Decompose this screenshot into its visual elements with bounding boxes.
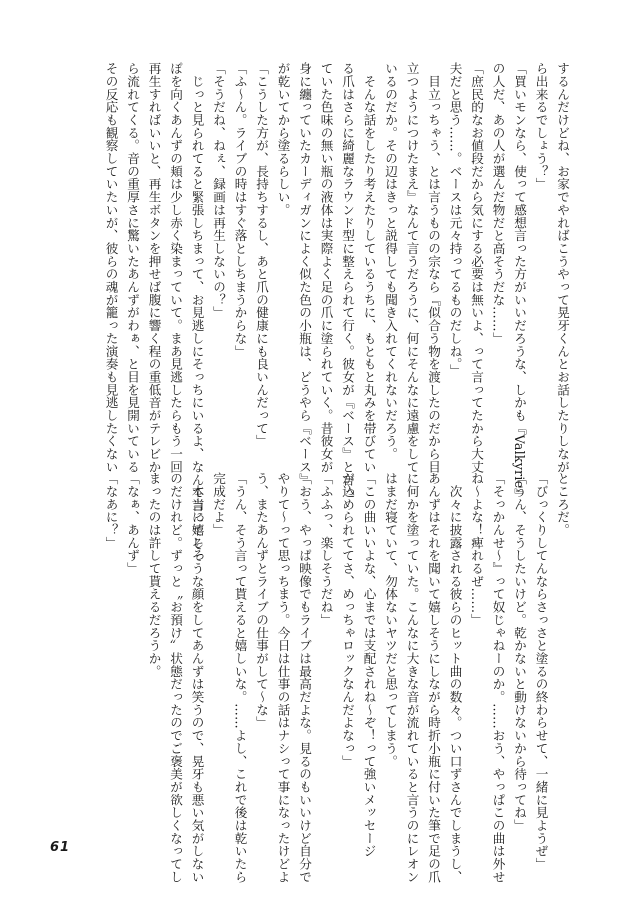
text-line: 「こうした方が、長持ちするし、あと爪の健康にも良いんだって」 bbox=[254, 62, 269, 448]
text-line: 「おう、やっぱ映像でもライブは最高だよな。見るのもいいけど自分で bbox=[297, 472, 312, 884]
page-number: 61 bbox=[50, 840, 71, 855]
text-line: 目立っちゃう、とは言うものの宗なら『似合う物を渡したのだから目 bbox=[426, 62, 441, 474]
text-line: 完成だよ」 bbox=[211, 472, 226, 537]
text-line: 立つようにつけたまえ』なんて言うだろうに、何にそんなに遠慮をして bbox=[404, 62, 420, 474]
text-line: う、またあんずとライブの仕事がして〜な」 bbox=[254, 472, 269, 729]
text-line: る爪はさらに綺麗なラウンド型に整えられて行く。彼女が『ベース』と言っ bbox=[340, 62, 355, 499]
text-line: やりて〜って思っちまう。今日は仕事の話はナシって事になったけどよ bbox=[275, 472, 291, 884]
text-line: の人だ、あの人が選んだ物だと高そうだな……」 bbox=[490, 62, 506, 345]
text-line: のだけれど。ずっと〝お預け〟状態だったのでご褒美が欲しくなってし bbox=[168, 472, 183, 884]
text-line: 身に纏っていたカーディガンによく似た色の小瓶は、どうやら『ベース』 bbox=[297, 62, 312, 487]
text-line: 「うん、そうしたいけど。乾かないと動けないから待ってね」 bbox=[512, 472, 527, 832]
text-line: まったのは許して貰えるだろうか。 bbox=[146, 472, 162, 678]
text-line: 「なあに？」 bbox=[103, 472, 119, 550]
text-line: 「びっくりしてんならさっさと塗るの終わらせて、一緒に見ようぜ」 bbox=[533, 472, 549, 871]
text-line: 夫だと思う……。ベースは元々持ってるものだしね。」 bbox=[447, 62, 463, 377]
text-line: 「ふ〜ん。ライブの時はすぐ落としちまうからな」 bbox=[232, 62, 248, 358]
text-line: ら出来るでしょう？」 bbox=[533, 62, 549, 191]
text-line: ぽを向くあんずの頬は少し赤く染まっていて。まあ見逃したらもう一回 bbox=[168, 62, 183, 474]
text-line: 「うん、そう言って貰えると嬉しいな。……よし、これで後は乾いたら bbox=[232, 472, 248, 884]
text-line: あんずはそれを聞いて嬉しそうにしながら時折小瓶に付いた筆で足の爪 bbox=[426, 472, 441, 884]
text-line: に何かを塗っていた。こんなに大きな音が流れていると言うのにレオン bbox=[404, 472, 420, 884]
text-line: じっと見られてると緊張しちまって、お見逃しにそっちにいるよ、なんて言ってそっ bbox=[189, 62, 205, 564]
text-line: 「この曲いいよな、心までは支配されね〜ぞ！って強いメッセージ bbox=[361, 472, 377, 858]
text-line: そんな話をしたり考えたりしているうちに、もともと丸みを帯びてい bbox=[361, 62, 377, 474]
text-line: ところだ。 bbox=[555, 472, 570, 537]
text-line: するんだけどね、お家でやればこうやって晃牙くんとお話したりしなが bbox=[555, 62, 570, 474]
text-line: が込められててさ、めっちゃロックなんだよなっ」 bbox=[340, 472, 355, 768]
text-line: ていた色味の無い瓶の液体は実際よく足の爪に塗られていく。昔彼女が bbox=[318, 62, 334, 474]
text-line: 「そうだね、ねぇ、録画は再生しないの？」 bbox=[211, 62, 226, 319]
text-line: 「庶民的なお値段だから気にする必要は無いよ、って言ってたから大丈 bbox=[469, 62, 484, 474]
text-line: はまだ寝ていて、勿体ないヤツだと思ってしまう。 bbox=[383, 472, 398, 768]
text-line: いるのだか。その辺はきっと説得しても聞き入れてくれないだろう。 bbox=[383, 62, 398, 461]
text-line: ら流れてくる。音の重厚さに驚いたあんずがわぁ、と目を見開いている bbox=[125, 62, 140, 474]
text-line: 「なぁ、あんず」 bbox=[125, 472, 140, 575]
text-line: 次々に披露される彼らのヒット曲の数々。つい口ずさんでしまうし、 bbox=[447, 472, 463, 884]
text-line: 「そっかんせ〜』って奴じゃねーのか。……おう、やっぱこの曲は外せ bbox=[490, 472, 506, 884]
text-line: 再生すればいいと、再生ボタンを押せば腹に響く程の重低音がテレビか bbox=[146, 62, 162, 474]
text-line: 本当に嬉しそうな顔をしてあんずは笑うので、晃牙も悪い気がしない bbox=[189, 472, 205, 884]
text-line: 「買いモンなら、使って感想言った方がいいだろうな、しかも『Valkyrie』 bbox=[512, 62, 527, 502]
text-line: ね〜よな！痺れるぜ……」 bbox=[469, 472, 484, 627]
text-line: その反応も観察していたいが、彼らの魂が籠った演奏も見逃したくない bbox=[103, 62, 119, 474]
text-line: 「ふふっ、楽しそうだね」 bbox=[318, 472, 334, 627]
text-line: が乾いてから塗るらしい。 bbox=[275, 62, 291, 217]
